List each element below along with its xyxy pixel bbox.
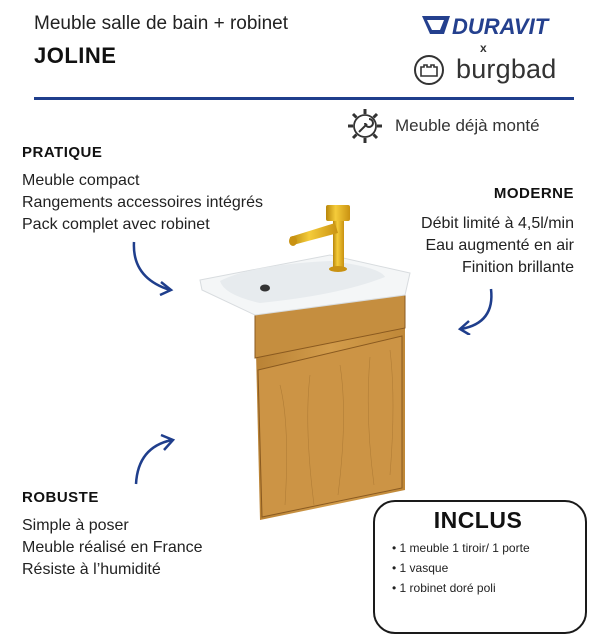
arrow-icon: [455, 285, 500, 335]
svg-text:DURAVIT: DURAVIT: [452, 14, 549, 39]
included-title: INCLUS: [433, 507, 523, 533]
feature-item: Meuble compact: [22, 172, 140, 189]
feature-item: Résiste à l’humidité: [22, 561, 161, 578]
duravit-logo: [420, 10, 560, 40]
feature-item: Simple à poser: [22, 517, 129, 534]
feature-item: Pack complet avec robinet: [22, 216, 210, 233]
feature-item: Meuble réalisé en France: [22, 539, 203, 556]
product-subtitle: Meuble salle de bain + robinet: [34, 13, 289, 34]
burgbad-logo: [413, 54, 453, 86]
list-item: • 1 robinet doré poli: [392, 581, 496, 595]
assembled-label: Meuble déjà monté: [395, 116, 540, 135]
section-heading-pratique: PRATIQUE: [22, 144, 103, 161]
brand-separator: x: [480, 41, 487, 55]
included-list: [392, 538, 530, 598]
section-heading-robuste: ROBUSTE: [22, 489, 99, 506]
gear-wrench-icon: [345, 106, 385, 146]
feature-item: Débit limité à 4,5l/min: [421, 215, 574, 232]
feature-item: Eau augmenté en air: [425, 237, 574, 254]
section-heading-moderne: MODERNE: [493, 185, 574, 202]
header-divider: [34, 97, 574, 100]
feature-item: Rangements accessoires intégrés: [22, 194, 264, 211]
arrow-icon: [128, 238, 178, 296]
list-item: • 1 vasque: [392, 561, 449, 575]
burgbad-wordmark: burgbad: [456, 54, 557, 84]
product-title: JOLINE: [34, 43, 117, 68]
arrow-icon: [130, 432, 180, 487]
vanity-unit-illustration: [190, 195, 420, 525]
feature-item: Finition brillante: [461, 259, 574, 276]
list-item: • 1 meuble 1 tiroir/ 1 porte: [392, 541, 530, 555]
